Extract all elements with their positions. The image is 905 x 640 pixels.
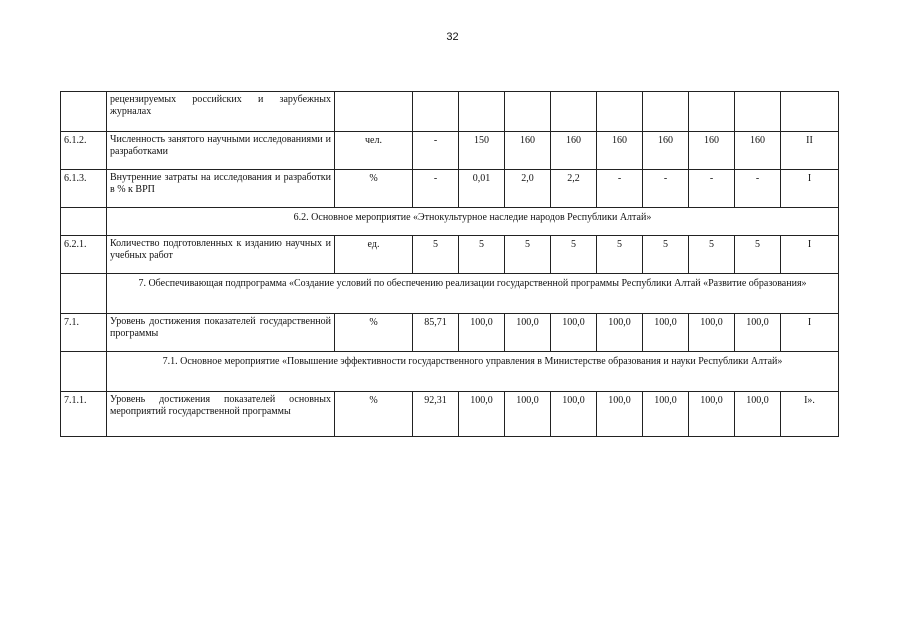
value-cell: -	[413, 132, 459, 170]
value-cell: 85,71	[413, 314, 459, 352]
value-cell	[643, 92, 689, 132]
value-cell	[459, 92, 505, 132]
section-row	[61, 274, 839, 314]
section-row	[61, 352, 839, 392]
table-row	[61, 170, 839, 208]
value-cell: 100,0	[551, 392, 597, 437]
indicators-table	[60, 91, 839, 437]
category-cell	[781, 92, 839, 132]
value-cell: 100,0	[551, 314, 597, 352]
value-cell: 5	[735, 236, 781, 274]
row-code: 6.2.1.	[61, 236, 107, 274]
table-row	[61, 392, 839, 437]
value-cell: 5	[597, 236, 643, 274]
value-cell: 2,2	[551, 170, 597, 208]
value-cell: 0,01	[459, 170, 505, 208]
value-cell: 100,0	[505, 314, 551, 352]
row-code: 7.1.1.	[61, 392, 107, 437]
section-code-cell	[61, 208, 107, 236]
unit-cell: %	[335, 170, 413, 208]
section-row	[61, 208, 839, 236]
page-number: 32	[446, 31, 459, 43]
value-cell: 100,0	[643, 314, 689, 352]
value-cell	[689, 92, 735, 132]
indicator-name: Уровень достижения показателей основных мероприятий государственной программы	[107, 392, 335, 437]
table-row	[61, 92, 839, 132]
value-cell: 100,0	[735, 314, 781, 352]
unit-cell: %	[335, 314, 413, 352]
value-cell: 100,0	[735, 392, 781, 437]
value-cell: -	[597, 170, 643, 208]
section-code-cell	[61, 352, 107, 392]
unit-cell: ед.	[335, 236, 413, 274]
value-cell: 5	[643, 236, 689, 274]
value-cell: 100,0	[597, 392, 643, 437]
value-cell: 5	[505, 236, 551, 274]
value-cell	[597, 92, 643, 132]
value-cell: 100,0	[459, 314, 505, 352]
value-cell	[413, 92, 459, 132]
value-cell: -	[413, 170, 459, 208]
category-cell: I	[781, 170, 839, 208]
value-cell: 100,0	[597, 314, 643, 352]
indicator-name: рецензируемых российских и зарубежных журналах	[107, 92, 335, 132]
category-cell: I».	[781, 392, 839, 437]
category-cell: I	[781, 236, 839, 274]
value-cell: 100,0	[505, 392, 551, 437]
value-cell: 150	[459, 132, 505, 170]
value-cell: 2,0	[505, 170, 551, 208]
indicator-name: Уровень достижения показателей государственной программы	[107, 314, 335, 352]
table-row	[61, 132, 839, 170]
value-cell: 92,31	[413, 392, 459, 437]
section-code-cell	[61, 274, 107, 314]
section-title: 6.2. Основное мероприятие «Этнокультурное наследие народов Республики Алтай»	[107, 208, 839, 236]
category-cell: II	[781, 132, 839, 170]
unit-cell: %	[335, 392, 413, 437]
value-cell: 5	[459, 236, 505, 274]
value-cell: 5	[551, 236, 597, 274]
row-code: 6.1.2.	[61, 132, 107, 170]
row-code: 7.1.	[61, 314, 107, 352]
value-cell	[551, 92, 597, 132]
value-cell: 160	[735, 132, 781, 170]
value-cell	[735, 92, 781, 132]
row-code	[61, 92, 107, 132]
category-cell: I	[781, 314, 839, 352]
value-cell: 160	[597, 132, 643, 170]
value-cell: 100,0	[689, 392, 735, 437]
table-row	[61, 314, 839, 352]
value-cell: 100,0	[459, 392, 505, 437]
value-cell: 160	[689, 132, 735, 170]
value-cell	[505, 92, 551, 132]
value-cell: -	[643, 170, 689, 208]
section-title: 7.1. Основное мероприятие «Повышение эффективности государственного управления в Министерстве образования и науки Республики Алтай»	[107, 352, 839, 392]
unit-cell	[335, 92, 413, 132]
value-cell: 160	[505, 132, 551, 170]
section-title: 7. Обеспечивающая подпрограмма «Создание условий по обеспечению реализации государственной программы Республики Алтай «Развитие образования»	[107, 274, 839, 314]
indicator-name: Внутренние затраты на исследования и разработки в % к ВРП	[107, 170, 335, 208]
row-code: 6.1.3.	[61, 170, 107, 208]
unit-cell: чел.	[335, 132, 413, 170]
value-cell: 100,0	[643, 392, 689, 437]
indicator-name: Количество подготовленных к изданию научных и учебных работ	[107, 236, 335, 274]
value-cell: -	[735, 170, 781, 208]
indicator-name: Численность занятого научными исследованиями и разработками	[107, 132, 335, 170]
value-cell: 160	[643, 132, 689, 170]
value-cell: 5	[413, 236, 459, 274]
value-cell: 100,0	[689, 314, 735, 352]
value-cell: -	[689, 170, 735, 208]
value-cell: 5	[689, 236, 735, 274]
value-cell: 160	[551, 132, 597, 170]
table-row	[61, 236, 839, 274]
